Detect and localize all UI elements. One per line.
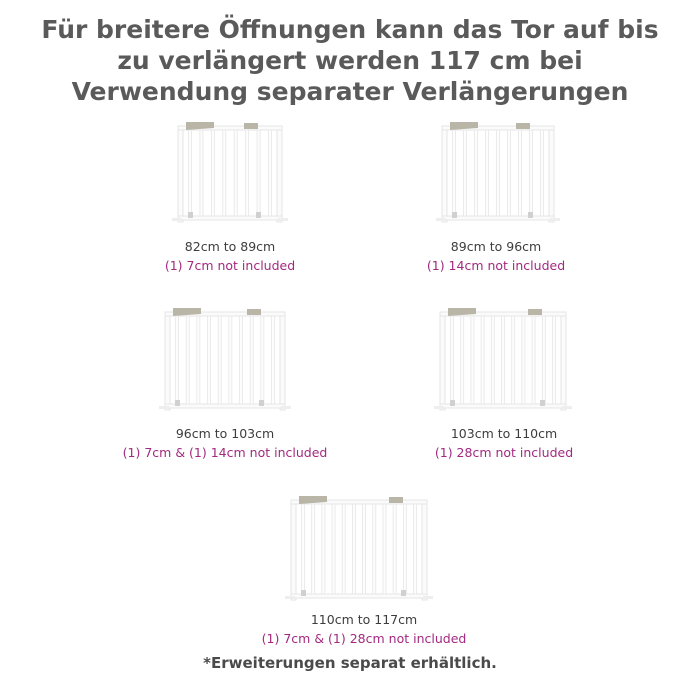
- gate-bottom-rail: [165, 404, 285, 408]
- gate-bar: [312, 504, 315, 594]
- gate-extension-note: (1) 7cm not included: [164, 258, 296, 273]
- gate-bar: [257, 130, 260, 216]
- gate-bar: [189, 130, 192, 216]
- gate-bar: [519, 130, 522, 216]
- gate-bar: [530, 130, 533, 216]
- gate-size-range: 103cm to 110cm: [450, 426, 558, 441]
- gate-bar: [208, 316, 211, 404]
- gate-foot-left: [436, 218, 446, 221]
- gate-image-110-117: [283, 494, 435, 606]
- gate-extension-note: (1) 7cm & (1) 14cm not included: [122, 445, 328, 460]
- gate-hinge: [528, 309, 542, 315]
- gate-foot-right: [562, 406, 572, 409]
- headline: [20, 14, 680, 107]
- gate-bar: [512, 316, 515, 404]
- headline-line-2: zu verlängert werden 117 cm bei: [117, 46, 583, 75]
- gate-size-range: 89cm to 96cm: [450, 239, 542, 254]
- gate-bar: [197, 316, 200, 404]
- gate-bar: [403, 504, 406, 594]
- gate-clip: [452, 212, 457, 218]
- gate-svg: [432, 306, 574, 416]
- gate-foot-left: [172, 218, 182, 221]
- gate-bar: [393, 504, 396, 594]
- headline-line-1: Für breitere Öffnungen kann das Tor auf bis: [41, 15, 659, 44]
- gate-foot-right: [423, 596, 433, 599]
- gate-bottom-rail: [442, 216, 554, 220]
- gate-bar: [272, 316, 275, 404]
- gate-bar: [522, 316, 525, 404]
- gate-bar: [250, 316, 253, 404]
- gate-bar: [342, 504, 345, 594]
- gate-bar: [502, 316, 505, 404]
- gate-caption-96-103: [115, 424, 335, 462]
- gate-bar: [481, 316, 484, 404]
- gate-bar: [471, 316, 474, 404]
- gate-bar: [542, 316, 545, 404]
- footnote: *Erweiterungen separat erhältlich.: [203, 654, 497, 672]
- gate-left-post: [291, 500, 296, 600]
- gate-left-post: [178, 126, 183, 222]
- gate-bar: [261, 316, 264, 404]
- gate-bar: [223, 130, 226, 216]
- gate-right-post: [549, 126, 554, 222]
- gate-bar: [383, 504, 386, 594]
- gate-bar: [269, 130, 272, 216]
- gate-clip: [450, 400, 455, 406]
- gate-caption-103-110: [394, 424, 614, 462]
- gate-bar: [475, 130, 478, 216]
- gate-clip: [401, 590, 406, 596]
- gate-bar: [461, 316, 464, 404]
- gate-bar: [363, 504, 366, 594]
- gate-svg: [170, 120, 290, 228]
- gate-foot-right: [281, 406, 291, 409]
- gate-foot-left: [434, 406, 444, 409]
- gate-bar: [414, 504, 417, 594]
- gate-right-post: [280, 312, 285, 410]
- gate-clip: [528, 212, 533, 218]
- gate-bar: [497, 130, 500, 216]
- gate-foot-left: [159, 406, 169, 409]
- gate-left-post: [165, 312, 170, 410]
- gate-bar: [464, 130, 467, 216]
- gate-extension-note: (1) 7cm & (1) 28cm not included: [261, 631, 467, 646]
- gate-bar: [246, 130, 249, 216]
- gate-extension-note: (1) 14cm not included: [426, 258, 566, 273]
- gate-right-post: [277, 126, 282, 222]
- gate-bar: [218, 316, 221, 404]
- gate-bar: [352, 504, 355, 594]
- gate-hinge: [244, 123, 258, 129]
- gate-caption-82-89: [120, 237, 340, 275]
- gate-foot-right: [550, 218, 560, 221]
- gate-right-post: [422, 500, 427, 600]
- headline-line-3: Verwendung separater Verlängerungen: [71, 77, 629, 106]
- gate-clip: [188, 212, 193, 218]
- gate-bottom-rail: [440, 404, 566, 408]
- gate-caption-89-96: [386, 237, 606, 275]
- gate-bar: [211, 130, 214, 216]
- gate-clip: [175, 400, 180, 406]
- gate-foot-right: [278, 218, 288, 221]
- gate-foot-left: [285, 596, 295, 599]
- gate-bottom-rail: [291, 594, 427, 598]
- gate-clip: [540, 400, 545, 406]
- gate-bar: [553, 316, 556, 404]
- gate-size-range: 96cm to 103cm: [175, 426, 275, 441]
- gate-hinge: [389, 497, 403, 503]
- gate-caption-110-117: [254, 610, 474, 648]
- gate-bar: [186, 316, 189, 404]
- gate-bar: [486, 130, 489, 216]
- gate-bar: [541, 130, 544, 216]
- gate-svg: [283, 494, 435, 606]
- gate-bar: [200, 130, 203, 216]
- gate-extension-note: (1) 28cm not included: [434, 445, 574, 460]
- gate-bar: [451, 316, 454, 404]
- gate-size-range: 110cm to 117cm: [310, 612, 418, 627]
- gate-clip: [301, 590, 306, 596]
- gate-bar: [373, 504, 376, 594]
- gate-clip: [256, 212, 261, 218]
- gate-bar: [332, 504, 335, 594]
- gate-bottom-rail: [178, 216, 282, 220]
- gate-hinge: [516, 123, 530, 129]
- gate-bar: [532, 316, 535, 404]
- gate-bar: [302, 504, 305, 594]
- gate-bar: [176, 316, 179, 404]
- gate-svg: [434, 120, 562, 228]
- gate-left-post: [440, 312, 445, 410]
- gate-bar: [322, 504, 325, 594]
- gate-bar: [453, 130, 456, 216]
- gate-bar: [229, 316, 232, 404]
- gate-hinge: [247, 309, 261, 315]
- gate-image-82-89: [170, 120, 290, 228]
- gate-left-post: [442, 126, 447, 222]
- gate-bar: [240, 316, 243, 404]
- gate-image-89-96: [434, 120, 562, 228]
- gate-bar: [508, 130, 511, 216]
- gate-right-post: [561, 312, 566, 410]
- gate-svg: [157, 306, 293, 416]
- gate-bar: [234, 130, 237, 216]
- gate-clip: [259, 400, 264, 406]
- gate-size-range: 82cm to 89cm: [184, 239, 276, 254]
- gate-bar: [491, 316, 494, 404]
- gate-image-103-110: [432, 306, 574, 416]
- gate-image-96-103: [157, 306, 293, 416]
